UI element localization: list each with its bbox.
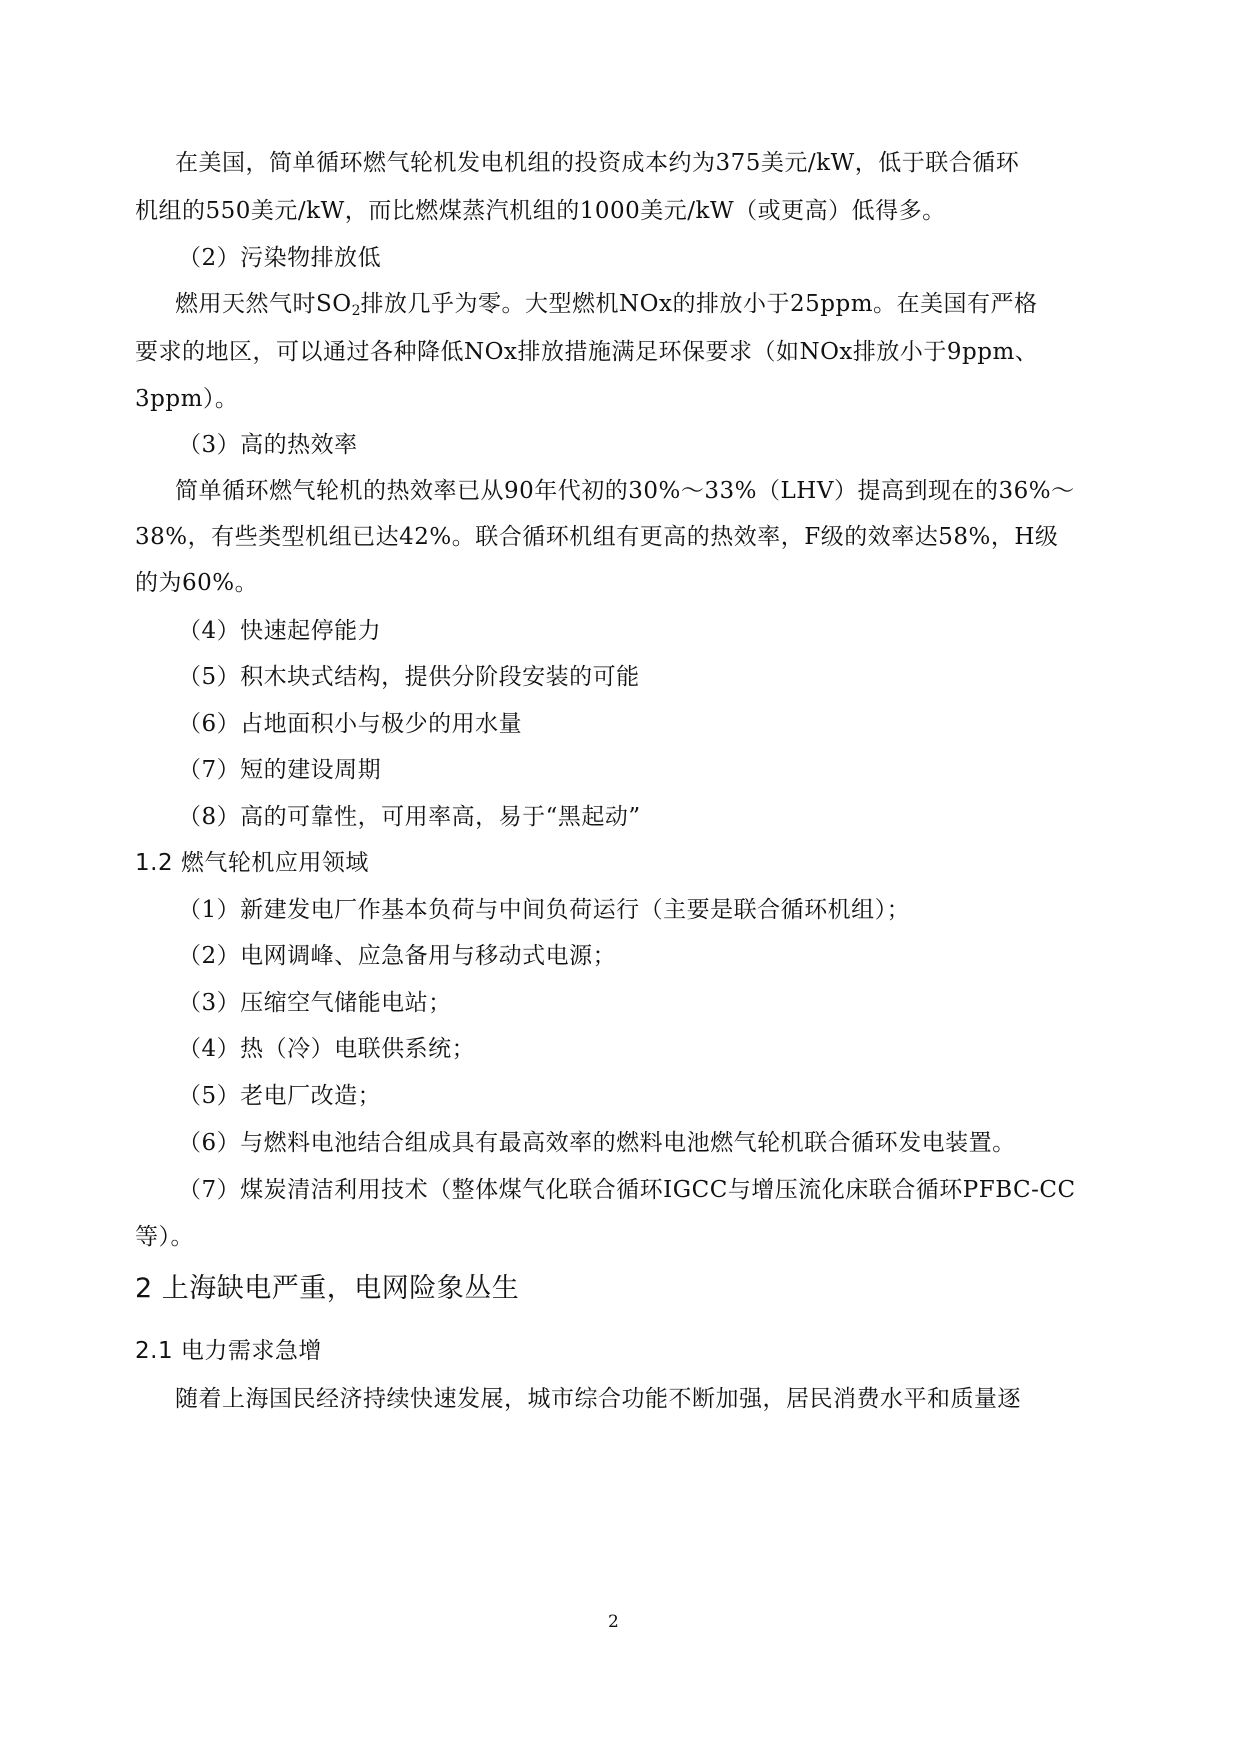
text-segment: 燃用天然气时SO	[175, 291, 352, 317]
paragraph-line: 等）。	[135, 1224, 194, 1250]
paragraph-line	[175, 289, 1038, 326]
paragraph-line: 的为60%。	[135, 570, 259, 596]
list-item: （2）电网调峰、应急备用与移动式电源；	[178, 943, 617, 969]
paragraph-line: 要求的地区，可以通过各种降低NOx排放措施满足环保要求（如NOx排放小于9ppm、	[135, 339, 1039, 365]
paragraph-line: 38%，有些类型机组已达42%。联合循环机组有更高的热效率，F级的效率达58%，H级	[135, 524, 1059, 550]
paragraph-line: 随着上海国民经济持续快速发展，城市综合功能不断加强，居民消费水平和质量逐	[175, 1386, 1021, 1412]
section-heading: 2.1 电力需求急增	[135, 1338, 322, 1364]
paragraph-line: 机组的550美元/kW，而比燃煤蒸汽机组的1000美元/kW（或更高）低得多。	[135, 198, 946, 224]
paragraph-line: 3ppm）。	[135, 386, 239, 412]
subscript: 2	[351, 303, 361, 319]
list-item: （1）新建发电厂作基本负荷与中间负荷运行（主要是联合循环机组）；	[178, 897, 911, 923]
list-item: （2）污染物排放低	[178, 245, 382, 271]
section-heading: 1.2 燃气轮机应用领域	[135, 850, 369, 876]
list-item: （6）占地面积小与极少的用水量	[178, 711, 523, 737]
list-item: （7）短的建设周期	[178, 757, 382, 783]
list-item: （3）高的热效率	[178, 432, 358, 458]
list-item: （3）压缩空气储能电站；	[178, 990, 452, 1016]
paragraph-line: 在美国，简单循环燃气轮机发电机组的投资成本约为375美元/kW，低于联合循环	[175, 150, 1020, 176]
list-item: （7）煤炭清洁利用技术（整体煤气化联合循环IGCC与增压流化床联合循环PFBC-CC	[178, 1177, 1076, 1203]
list-item: （4）快速起停能力	[178, 618, 382, 644]
list-item: （6）与燃料电池结合组成具有最高效率的燃料电池燃气轮机联合循环发电装置。	[178, 1130, 1016, 1156]
text-segment: 排放几乎为零。大型燃机NOx的排放小于25ppm。在美国有严格	[360, 291, 1038, 317]
list-item: （5）老电厂改造；	[178, 1083, 382, 1109]
list-item: （8）高的可靠性，可用率高，易于“黑起动”	[178, 804, 641, 830]
list-item: （4）热（冷）电联供系统；	[178, 1036, 476, 1062]
chapter-heading: 2 上海缺电严重，电网险象丛生	[135, 1273, 520, 1304]
list-item: （5）积木块式结构，提供分阶段安装的可能	[178, 664, 640, 690]
paragraph-line: 简单循环燃气轮机的热效率已从90年代初的30%～33%（LHV）提高到现在的36%～	[175, 478, 1075, 504]
page-number: 2	[608, 1612, 620, 1632]
